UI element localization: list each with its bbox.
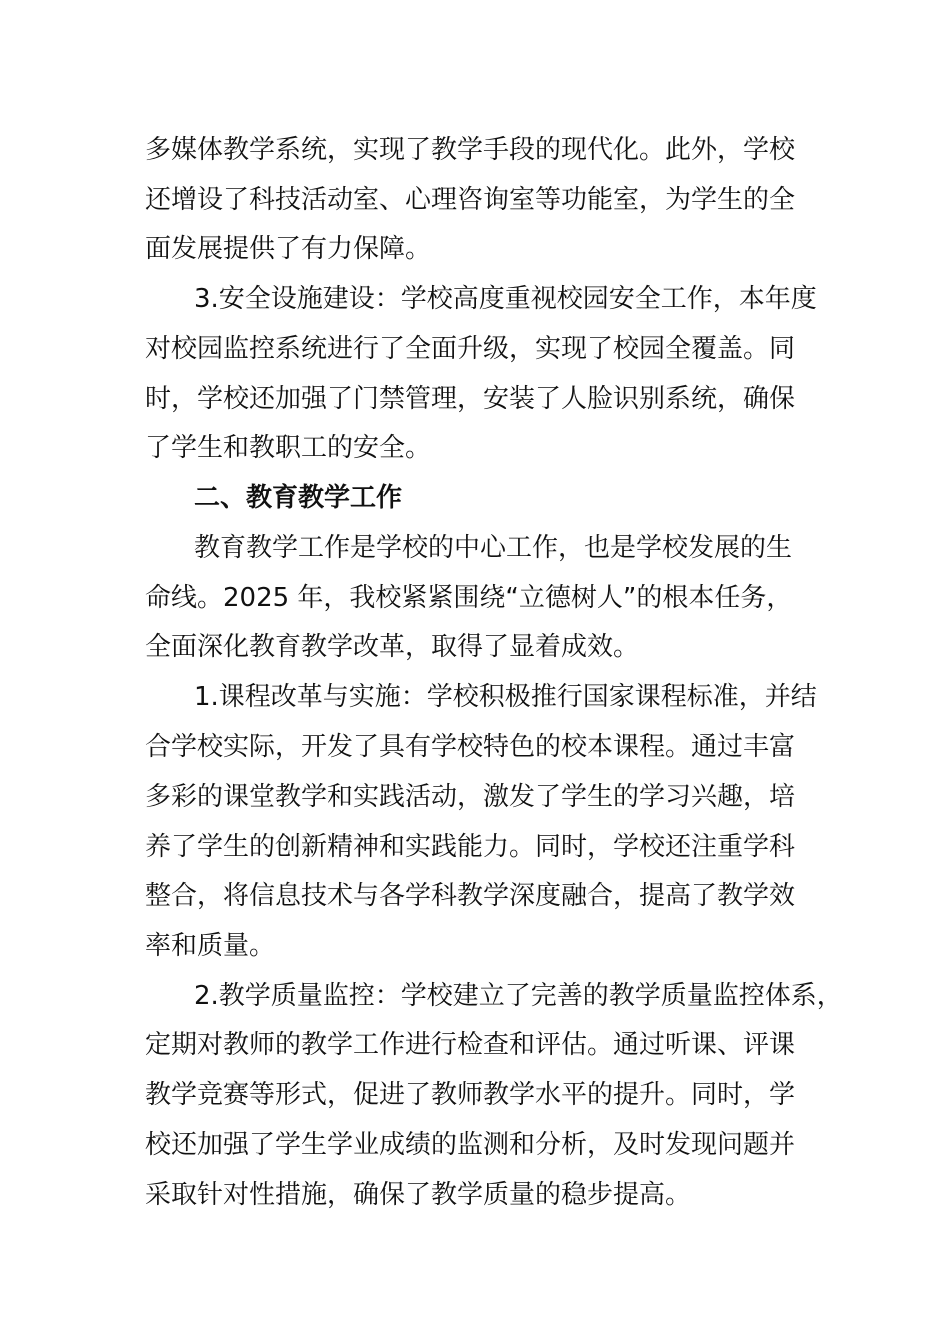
text-line: 对校园监控系统进行了全面升级，实现了校园全覆盖。同 [145, 334, 796, 364]
text-line: 还增设了科技活动室、心理咨询室等功能室，为学生的全 [145, 185, 796, 215]
text-line: 多媒体教学系统，实现了教学手段的现代化。此外，学校 [145, 135, 796, 165]
text-line: 合学校实际，开发了具有学校特色的校本课程。通过丰富 [145, 732, 796, 762]
text-line: 面发展提供了有力保障。 [145, 234, 432, 264]
text-line: 全面深化教育教学改革，取得了显着成效。 [145, 632, 640, 662]
text-line: 采取针对性措施，确保了教学质量的稳步提高。 [145, 1180, 692, 1210]
text-line: 了学生和教职工的安全。 [145, 433, 432, 463]
text-line: 2.教学质量监控：学校建立了完善的教学质量监控体系， [194, 981, 843, 1011]
text-line: 3.安全设施建设：学校高度重视校园安全工作，本年度 [194, 284, 817, 314]
text-line: 率和质量。 [145, 931, 276, 961]
text-line: 命线。2025 年，我校紧紧围绕“立德树人”的根本任务， [145, 583, 793, 613]
text-line: 养了学生的创新精神和实践能力。同时，学校还注重学科 [145, 832, 796, 862]
text-line: 时，学校还加强了门禁管理，安装了人脸识别系统，确保 [145, 384, 796, 414]
text-line: 教学竞赛等形式，促进了教师教学水平的提升。同时，学 [145, 1080, 796, 1110]
text-line: 校还加强了学生学业成绩的监测和分析，及时发现问题并 [145, 1130, 796, 1160]
section-heading: 二、教育教学工作 [194, 483, 403, 513]
text-line: 教育教学工作是学校的中心工作，也是学校发展的生 [194, 533, 793, 563]
text-line: 1.课程改革与实施：学校积极推行国家课程标准，并结 [194, 682, 817, 712]
text-line: 整合，将信息技术与各学科教学深度融合，提高了教学效 [145, 881, 796, 911]
text-line: 定期对教师的教学工作进行检查和评估。通过听课、评课 [145, 1030, 796, 1060]
text-line: 多彩的课堂教学和实践活动，激发了学生的学习兴趣，培 [145, 782, 796, 812]
